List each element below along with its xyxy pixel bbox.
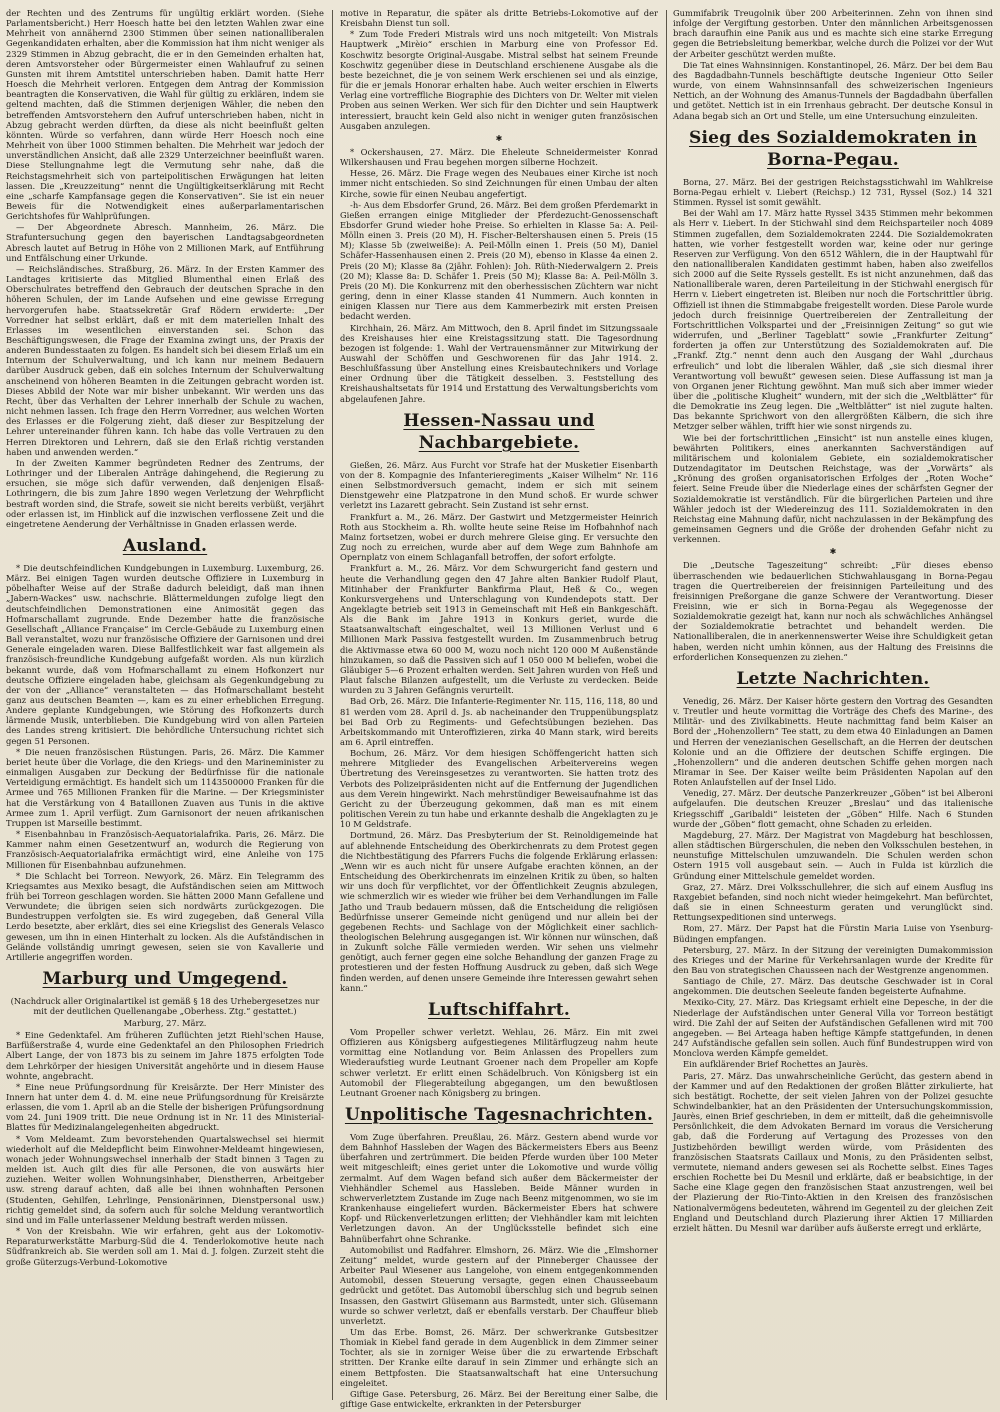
article-paragraph: Gummifabrik Treugolnik über 200 Arbeiterinnen. Zehn von ihnen sind infolge der Vergiftung gestorben. Unter den männlichen Arbeitsgenossen brach daraufhin eine Panik aus und es machte sich eine starke Erregung gegen die Betriebsleitung bemerkbar, welche durch die Polizei vor der Wut der Arbeiter geschützt werden mußte. <box>673 8 993 59</box>
article-paragraph: Vom Propeller schwer verletzt. Wehlau, 26. März. Ein mit zwei Offizieren aus Königsberg aufgestiegenes Militärflugzeug nahm heute vormittag eine Notlandung vor. Beim Anlassen des Propellers zum Wiederaufstieg wurde Leutnant Groener nach dem Propeller am Kopfe schwer verletzt. Er erlitt einen Schädelbruch. Von Königsberg ist ein Automobil der Fliegerabteilung abgegangen, um den bewußtlosen Leutnant Groener nach Königsberg zu bringen. <box>340 1026 658 1098</box>
article-paragraph: -h- Aus dem Ebsdorfer Grund, 26. März. Bei dem großen Pferdemarkt in Gießen errangen einige Mitglieder der Pferdezucht-Genossenschaft Ebsdorfer Grund wieder hohe Preise. So erhielten in Klasse 5a: A. Peil-Mölln einen 3. Preis (20 M), H. Fischer-Beltershausen einen 5. Preis (15 M); Klasse 5b (zweiweiße): A. Peil-Mölln einen 1. Preis (50 M), Daniel Schäfer-Hassenhausen einen 2. Preis (20 M), ebenso in Klasse 4a einen 2. Preis (20 M); Klasse 8a (2jähr. Fohlen): Joh. Rüth-Niederwalgern 2. Preis (20 M); Klasse 8a: D. Schäfer 1. Preis (50 M); Klasse 8a: A. Peil-Mölln 3. Preis (20 M). Die Konkurrenz mit den oberhessischen Züchtern war nicht gering, denn in einer Klasse standen 41 Nummern. Auch konnten in einigen Klassen nur Tiere aus dem Kammerbezirk mit ersten Preisen bedacht werden. <box>340 199 658 322</box>
article-paragraph: * Eisenbahnbau in Französisch-Aequatorialafrika. Paris, 26. März. Die Kammer nahm einen Gesetzentwurf an, wodurch die Regierung von Französisch-Aequatorialafrika ermächtigt wird, eine Anleihe von 175 Millionen für Eisenbahnbau aufzunehmen. <box>6 829 324 870</box>
article-paragraph: * Ockershausen, 27. März. Die Eheleute Schneidermeister Konrad Wilkershausen und Frau begehen morgen silberne Hochzeit. <box>340 146 658 168</box>
column-2 <box>340 8 658 1410</box>
section-heading: Ausland. <box>122 535 208 556</box>
article-paragraph: Venedig, 27. März. Der deutsche Panzerkreuzer „Göben“ ist bei Alberoni aufgelaufen. Die deutschen Kreuzer „Breslau“ und das italienische Kriegsschiff „Garibaldi“ leisteten der „Göben“ Hilfe. Nach 6 Stunden wurde der „Göben“ flott gemacht, ohne Schaden zu erleiden. <box>673 788 993 829</box>
section-heading: Marburg und Umgegend. <box>42 969 288 990</box>
article-paragraph: Rom, 27. März. Der Papst hat die Fürstin Maria Luise von Ysenburg-Büdingen empfangen. <box>673 923 993 944</box>
section-heading: Sieg des Sozialdemokraten in Borna-Pegau. <box>689 127 977 170</box>
article-paragraph: motive in Reparatur, die später als dritte Betriebs-Lokomotive auf der Kreisbahn Dienst tun soll. <box>340 8 658 29</box>
section-subline: (Nachdruck aller Originalartikel ist gemäß § 18 des Urhebergesetzes nur mit der deutlichen Quellenangabe „Oberhess. Ztg.“ gestattet.) <box>10 996 320 1017</box>
article-paragraph: Gießen, 26. März. Aus Furcht vor Strafe hat der Musketier Eisenbarth von der 8. Kompagnie des Infanterieregiments „Kaiser Wilhelm“ Nr. 116 einen Selbstmordversuch gemacht, indem er sich mit seinem Dienstgewehr eine Platzpatrone in den Mund schoß. Er wurde schwer verletzt ins Lazarett gebracht. Sein Zustand ist sehr ernst. <box>340 459 658 511</box>
article-paragraph: Automobilist und Radfahrer. Elmshorn, 26. März. Wie die „Elmshorner Zeitung“ meldet, wurde gestern auf der Pinneberger Chaussee der Arbeiter Paul Wiesener aus Langelohe, von einem entgegenkommenden Automobil, dessen Steuerung versagte, gegen einen Chausseebaum gedrückt und getötet. Das Automobil überschlug sich und begrub seinen Insassen, den Gastwirt Glüsemann aus Barmstedt, unter sich. Glüsemann wurde so schwer verletzt, daß er ebenfalls verstarb. Der Chauffeur blieb unverletzt. <box>340 1244 658 1326</box>
article-paragraph: — Reichsländisches. Straßburg, 26. März. In der Ersten Kammer des Landtages kritisierte das Mitglied Blumenthal einen Erlaß des Oberschulrates betreffend den Gebrauch der deutschen Sprache in den höheren Schulen, der im Lande Aufsehen und eine gewisse Erregung hervorgerufen habe. Staatssekretär Graf Rödern erwiderte: „Der Vorredner hat selbst erklärt, daß er mit dem materiellen Inhalt des Erlasses im wesentlichen einverstanden sei. Schon das Beschäftigungswesen, die Frage der Examina zwingt uns, der Praxis der anderen Bundesstaaten zu folgen. Es handelt sich bei diesem Erlaß um ein Internum der Schulverwaltung, und ich kann nur meinem Bedauern darüber Ausdruck geben, daß ein solches Internum der Schulverwaltung anscheinend von höheren Beamten in die Zeitungen gebracht worden ist. Dieses Abbild der Note war mir bisher unbekannt. Wir werden uns das Recht, über das Verhalten der Lehrer innerhalb der Schule zu wachen, nicht nehmen lassen. Ich frage den Herrn Vorredner, aus welchen Worten des Erlasses er die Folgerung zieht, daß dieser zur Bespitzelung der Lehrer untereinander führen kann. Ich habe das volle Vertrauen zu den Herren Direktoren und Lehrern, daß sie den Erlaß richtig verstanden haben und anwenden werden.“ <box>6 263 324 457</box>
article-paragraph: Bochum, 26. März. Vor dem hiesigen Schöffengericht hatten sich mehrere Mitglieder des Evangelischen Arbeitervereins wegen Übertretung des Vereinsgesetzes zu verantworten. Sie hatten trotz des Verbots des Polizeipräsidenten nicht auf die Entfernung der Jugendlichen aus dem Verein hingewirkt. Nach mehrstündiger Beweisaufnahme ist das Gericht zu der Überzeugung gekommen, daß man es mit einem politischen Verein zu tun habe und erkannte deshalb die Angeklagten zu je 10 M Geldstrafe. <box>340 748 658 830</box>
article-paragraph: — Der Abgeordnete Abresch. Mannheim, 26. März. Die Strafuntersuchung gegen den bayerischen Landtagsabgeordneten Abresch lautet auf Betrug in Höhe von 2 Millionen Mark, auf Entführung und Entfälschung einer Urkunde. <box>6 222 324 263</box>
section-heading: Luftschiffahrt. <box>428 999 570 1020</box>
article-paragraph: Petersburg, 27. März. In der Sitzung der vereinigten Dumakommission des Krieges und der Marine für Verkehrsanlagen wurde der Kredite für den Bau von strategischen Chausseen nach der Westgrenze angenommen. <box>673 944 993 975</box>
article-paragraph: Mexiko-City, 27. März. Das Kriegsamt erhielt eine Depesche, in der die Niederlage der Aufständischen unter General Villa vor Torreon bestätigt wird. Die Zahl der auf Seiten der Aufständischen Gefallenen wird mit 700 angegeben. — Bei Arteaga haben heftige Kämpfe stattgefunden, in denen 247 Aufständische gefallen sein sollen. Auch fünf Bundestruppen wird von Monclova werden Kämpfe gemeldet. <box>673 997 993 1059</box>
article-paragraph: In der Zweiten Kammer begründeten Redner des Zentrums, der Lothringer und der Liberalen Anträge dahingehend, die Regierung zu ersuchen, sie möge sich dafür verwenden, daß denjenigen Elsaß-Lothringern, die bis zum Jahre 1890 wegen Verletzung der Wehrpflicht bestraft worden sind, die Strafe, soweit sie nicht bereits verbüßt, verjährt oder erlassen ist, im Hinblick auf die inzwischen verflossene Zeit und die eingetretene Aenderung der Verhältnisse in Gnaden erlassen werde. <box>6 457 324 529</box>
section-subline: Marburg, 27. März. <box>123 1018 207 1029</box>
section-heading: Unpolitische Tagesnachrichten. <box>344 1105 654 1125</box>
article-paragraph: * Vom Meldeamt. Zum bevorstehenden Quartalswechsel sei hiermit wiederholt auf die Meldepflicht beim Einwohner-Meldeamt hingewiesen, wonach jeder Wohnungswechsel innerhalb der Stadt binnen 3 Tagen zu melden ist. Auch gilt dies für alle Personen, die von auswärts hier zuziehen. Weiter wollen Wohnungsinhaber, Dienstherren, Arbeitgeber usw. streng darauf achten, daß alle bei ihnen wohnhaften Personen (Studenten, Gehilfen, Lehrlinge, Pensionärinnen, Dienstpersonal usw.) richtig gemeldet sind, da sofern auch für solche Meldung verantwortlich sind und im Falle unterlassener Meldung bestraft werden müssen. <box>6 1133 324 1225</box>
article-paragraph: Santiago de Chile, 27. März. Das deutsche Geschwader ist in Coral angekommen. Die deutschen Seeleute fanden begeisterte Aufnahme. <box>673 976 993 997</box>
article-paragraph: Frankfurt a. M., 26. März. Vor dem Schwurgericht fand gestern und heute die Verhandlung gegen den 47 Jahre alten Bankier Rudolf Plaut, Mitinhaber der Frankfurter Bankfirma Plaut, Heß & Co., wegen Konkursvergehens und Unterschlagung von Kundendepots statt. Der Angeklagte betrieb seit 1913 in Gemeinschaft mit Heß ein Bankgeschäft. Als die Bank im Jahre 1913 in Konkurs geriet, wurde die Staatsanwaltschaft eingeschaltet, weil 13 Millionen Verlust und 6 Millionen Mark Passiva festgestellt wurden. Im Zusammenbruch betrug die Aktivmasse etwa 60 000 M, wozu noch nicht 120 000 M Außenstände hinzukamen, so daß die Passiven sich auf 1 050 000 M beliefen, wobei die Gläubiger 5—6 Prozent erhalten werden. Seit Jahren wurden von Heß und Plaut falsche Bilanzen aufgestellt, um die Verluste zu verdecken. Beide wurden zu 3 Jahren Gefängnis verurteilt. <box>340 563 658 696</box>
article-paragraph: Bad Orb, 26. März. Die Infanterie-Regimenter Nr. 115, 116, 118, 80 und 81 werden vom 28. April d. Js. ab nacheinander den Truppenübungsplatz bei Bad Orb zu Regiments- und Gefechtsübungen beziehen. Das Arbeitskommando mit Unteroffizieren, zirka 40 Mann stark, wird bereits am 6. April eintreffen. <box>340 696 658 747</box>
article-paragraph: Giftige Gase. Petersburg, 26. März. Bei der Bereitung einer Salbe, die giftige Gase entwickelte, erkrankten in der Petersburger <box>340 1388 658 1410</box>
article-paragraph: * Die deutschfeindlichen Kundgebungen in Luxemburg. Luxemburg, 26. März. Bei einigen Tagen wurden deutsche Offiziere in Luxemburg in pöbelhafter Weise auf der Straße dadurch beleidigt, daß man ihnen „Jabern-Wackes“ usw. nachschrie. Blättermeldungen zufolge liegt den deutschfeindlichen Demonstrationen eine Animosität gegen das Hofmarschallamt zugrunde. Ende Dezember hatte die französische Gesellschaft „Alliance Française“ im Cercle-Gebäude zu Luxemburg einen Ball veranstaltet, wozu nur französische Offiziere der Garnisonen und drei Generale eingeladen waren. Diese Ballfestlichkeit war fast allgemein als französisch-freundliche Kundgebung aufgefaßt worden. Als nun kürzlich bekannt wurde, daß vom Hofmarschallamt zu einem Hofkonzert nur deutsche Offiziere eingeladen habe, gleichsam als Gegenkundgebung zu der von der „Alliance“ veranstalteten — das Hofmarschallamt besteht ganz aus deutschen Beamten —, kam es zu einer erheblichen Erregung. Andere geplante Kundgebungen, wie Störung des Hofkonzerts durch lärmende Musik, unterblieben. Die Kundgebung wird von allen Parteien des Landes streng kritisiert. Die behördliche Untersuchung richtet sich gegen 51 Personen. <box>6 562 324 746</box>
article-paragraph: * Eine neue Prüfungsordnung für Kreisärzte. Der Herr Minister des Innern hat unter dem 4. d. M. eine neue Prüfungsordnung für Kreisärzte erlassen, die vom 1. April ab an die Stelle der bisherigen Prüfungsordnung vom 24. Juni 1909 tritt. Die neue Ordnung ist in Nr. 11 des Ministerial-Blattes für Medizinalangelegenheiten abgedruckt. <box>6 1081 324 1133</box>
article-paragraph: * Die Schlacht bei Torreon. Newyork, 26. März. Ein Telegramm des Kriegsamtes aus Mexiko besagt, die Aufständischen seien am Mittwoch früh bei Torreon geschlagen worden. Sie hätten 2000 Mann Gefallene und Verwundete; die übrigen seien sich nordwärts zurückgezogen. Die Bundestruppen verfolgten sie. Es wird zugegeben, daß General Villa Lerdo besetzte, aber erklärt, dies sei eine Kriegslist des Generals Velasco gewesen, um ihn in einen Hinterhalt zu locken. Als die Aufständischen in Gelände vollständig umringt gewesen, seien sie von Kavallerie und Artillerie angegriffen worden. <box>6 870 324 962</box>
article-paragraph: Vom Zuge überfahren. Preußlau, 26. März. Gestern abend wurde vor dem Bahnhof Hassleben der Wagen des Bäckermeisters Ebers aus Beenz überfahren und zertrümmert. Die beiden Pferde wurden über 100 Meter weit mitgeschleift; eines geriet unter die Lokomotive und wurde völlig zermalmt. Auf dem Wagen befand sich außer dem Bäckermeister der Viehhändler Schemel aus Hassleben. Beide Männer wurden in schwerverletztem Zustande im Zuge nach Beenz mitgenommen, wo sie im Krankenhause eingeliefert wurden. Bäckermeister Ebers hat schwere Kopf- und Rückenverletzungen erlitten; der Viehhändler kam mit leichten Verletzungen davon. An der Unglücksstelle befindet sich eine Bahnüberfahrt ohne Schranke. <box>340 1132 658 1244</box>
article-paragraph: * Die neuen französischen Rüstungen. Paris, 26. März. Die Kammer beriet heute über die Vorlage, die den Kriegs- und den Marineminister zu einmaligen Ausgaben zur Deckung der Bedürfnisse für die nationale Verteidigung ermächtigt. Es handelt sich um 1143500000 Franken für die Armee und 765 Millionen Franken für die Marine. — Der Kriegsminister hat die Verstärkung von 4 Bataillonen Zuaven aus Tunis in die aktive Armee zum 1. April verfügt. Zum Garnisonort der neuen afrikanischen Truppen ist Marseille bestimmt. <box>6 746 324 828</box>
article-paragraph: Magdeburg, 27. März. Der Magistrat von Magdeburg hat beschlossen, allen städtischen Bürgerschulen, die neben den Volksschulen bestehen, in neunstufige Mittelschulen umzuwandeln. Die Schulen werden schon Ostern 1915 voll ausgebaut sein. — Auch in Fulda ist kürzlich die Gründung einer Mittelschule gemeldet worden. <box>673 829 993 881</box>
article-paragraph: Dortmund, 26. März. Das Presbyterium der St. Reinoldigemeinde hat auf ablehnende Entscheidung des Oberkirchenrats zu dem Protest gegen die Nichtbestätigung des Pfarrers Fuchs die folgende Erklärung erlassen: „Wenn wir es auch nicht für unsere Aufgabe erachten können, an der Entscheidung des Oberkirchenrats im einzelnen Kritik zu üben, so halten wir uns doch für verpflichtet, vor der Öffentlichkeit Zeugnis abzulegen, wie schmerzlich wir es wieder wie früher bei dem Verhandlungen im Falle Jatho und Traub bedauern müssen, daß die Entscheidung die religiösen Bedürfnisse unserer Gemeinde nicht genügend und nur allein bei der gegebenen Rechts- und Sachlage von der Möglichkeit einer sachlich-theologischen Belehrung ausgegangen ist. Wir können nur wünschen, daß in Zukunft solche Fälle vermieden werden. Wir sehen uns vielmehr genötigt, auch ferner gegen eine solche Behandlung der ganzen Frage zu protestieren und der festen Hoffnung Ausdruck zu geben, daß sich Wege finden werden, auf denen unsere Gemeinde ihre Interessen gewahrt sehen kann.“ <box>340 830 658 993</box>
article-paragraph: Wie bei der fortschrittlichen „Einsicht“ ist nun anstelle eines klugen, bewährten Politikers, eines anerkannten Sachverständigen auf militärischem und kolonialem Gebiete, ein sozialdemokratischer Dutzendagitator im Deutschen Reichstage, was der „Vorwärts“ als „Krönung des großen organisatorischen Erfolges der „Roten Woche“ feiert. Seine Freude über die Niederlage eines der schärfsten Gegner der Sozialdemokratie ist verständlich. Für die bürgerlichen Parteien und ihre Wähler jedoch ist der Wiedereinzug des 111. Sozialdemokraten in den Reichstag eine Mahnung dafür, nicht nachzulassen in der Bekämpfung des gemeinsamen Gegners und die Größe der drohenden Gefahr nicht zu verkennen. <box>673 432 993 545</box>
article-paragraph: * Eine Gedenktafel. Am früheren Zuflüchten jetzt Riehl'schen Hause, Barfüßerstraße 4, wurde eine Gedenktafel an den Philosophen Friedrich Albert Lange, der von 1873 bis zu seinem im Jahre 1875 erfolgten Tode dem Lehrkörper der hiesigen Universität angehörte und in diesem Hause wohnte, angebracht. <box>6 1030 324 1081</box>
section-heading: Hessen-Nassau und Nachbargebiete. <box>403 410 595 453</box>
section-heading: Letzte Nachrichten. <box>736 668 930 689</box>
column-3 <box>673 8 993 1403</box>
article-paragraph: Die „Deutsche Tageszeitung“ schreibt: „Für dieses ebenso überraschenden wie bedauerlichen Stichwahlausgang in Borna-Pegau tragen die Quertreibereien der freisinnigen Parteileitung und des freisinnigen Preßorgane die ganze Schwere der Verantwortung. Dieser Freisinn, wie er sich in Borna-Pegau als Wegegenosse der Sozialdemokratie gezeigt hat, kann nur noch als schwächliches Anhängsel der Sozialdemokratie betrachtet und behandelt werden. Die Nationalliberalen, die in anerkennenswerter Weise ihre Schuldigkeit getan haben, werden nicht umhin können, aus der Haltung des Freisinns die erforderlichen Konsequenzen zu ziehen.“ <box>673 560 993 662</box>
separator-star: ✱ <box>829 547 837 557</box>
article-paragraph: Um das Erbe. Bomst, 26. März. Der schwerkranke Gutsbesitzer Thomiak in Kiebel fand gerade in dem Augenblick in dem Zimmer seiner Tochter, als sie in zorniger Weise über die zu erwartende Erbschaft stritten. Der Kranke eilte darauf in sein Zimmer und erhängte sich an einem Bettpfosten. Die Staatsanwaltschaft hat eine Untersuchung eingeleitet. <box>340 1326 658 1388</box>
article-paragraph: Paris, 27. März. Das unwahrscheinliche Gerücht, das gestern abend in der Kammer und auf den Redaktionen der großen Blätter zirkulierte, hat sich bestätigt. Rochette, der seit vielen Jahren von der Polizei gesuchte Schwindelbankier, hat an den Präsidenten der Untersuchungskommission, Jaurès, einen Brief geschrieben, in dem er mitteilt, daß die geheimnisvolle Persönlichkeit, die dem Advokaten Bernard im voraus die Versicherung gab, daß die Forderung auf Vertagung des Prozesses von den Justizbehörden bewilligt werden würde, vom Präsidenten des französischen Staatsrats Caillaux und Monis, zu den Präsidenten selbst, vermutete, niemand anders gewesen sei als Rochette selbst. Eines Tages erschien Rochette bei Du Mesnil und erklärte, daß er beabsichtige, in der Sache eine Klage gegen den französischen Staat anzustrengen, weil bei der Plazierung der Rio-Tinto-Aktien in den Kreisen des französischen Nationalvermögens bedeuteten, während im Gegenteil zu der gleichen Zeit England und Deutschland durch Plazierung ihrer Aktien 17 Milliarden erzielt hätten. Du Mesnil war darüber aufs äußerste erregt und erklärte, <box>673 1070 993 1233</box>
article-paragraph: Bei der Wahl am 17. März hatte Ryssel 3435 Stimmen mehr bekommen als Herr v. Liebert. In der Stichwahl sind dem Reichsparteiler noch 4089 Stimmen zugefallen, dem Sozialdemokraten 2244. Die Sozialdemokraten hatten, wie vorher festgestellt worden war, keine oder nur geringe Reserven zur Verfügung. Von den 6512 Wählern, die in der Hauptwahl für den nationalliberalen Kandidaten gestimmt haben, haben also zweifellos sich 2000 auf die Seite Ryssels gestellt. Es ist nicht anzunehmen, daß das Nationalliberale waren, deren Parteileitung in der Stichwahl energisch für Herrn v. Liebert eingetreten ist. Bleiben nur noch die Fortschrittler übrig. Offiziell ist ihnen die Stimmabgabe freigestellt worden. Diese Parole wurde jedoch durch freisinnige Quertreibereien der Zentralleitung der Fortschrittlichen Volkspartei und der „Freisinnigen Zeitung“ so gut wie widerrufen, und „Berliner Tageblatt“ sowie „Frankfurter Zeitung“ forderten ja offen zur Unterstützung des Sozialdemokraten auf. Die „Frankf. Ztg.“ nennt denn auch den Ausgang der Wahl „durchaus erfreulich“ und lobt die liberalen Wähler, daß „sie sich diesmal ihrer Verantwortung voll bewußt“ gewesen seien. Diese Auffassung ist man ja von Organen jener Richtung gewöhnt. Man muß sich aber immer wieder über die „politische Klugheit“ wundern, mit der sich die „Weltblätter“ für die Demokratie ins Zeug legen. Die „Weltblätter“ ist niel zugute halten. Das bekannte Sprichwort von den allergrößten Kälbern, die sich ihre Metzger selber wählen, trifft hier wie sonst nirgends zu. <box>673 208 993 432</box>
article-paragraph: * Von der Kreisbahn. Wie wir erfahren, geht aus der Lokomotiv-Reparaturwerkstätte Marburg-Süd die 4. Tenderlokomotive heute nach Südfrankreich ab. Sie werden soll am 1. Mai d. J. folgen. Zurzeit steht die große Güterzugs-Verbund-Lokomotive <box>6 1226 324 1267</box>
column-rule <box>666 10 667 1400</box>
column-1 <box>6 8 324 1403</box>
article-paragraph: Frankfurt a. M., 26. März. Der Gastwirt und Metzgermeister Heinrich Roth aus Stockheim a. Rh. wollte heute seine Reise im Hofbahnhof nach Mainz fortsetzen, wobei er durch mehrere Gleise ging. Er versuchte den Zug noch zu erreichen, wurde aber auf dem Wege zum Bahnhofe am Opernplatz von einem Schlaganfall betroffen, der sofort erfolgte. <box>340 511 658 563</box>
column-rule <box>332 10 333 1400</box>
article-paragraph: Die Tat eines Wahnsinnigen. Konstantinopel, 26. März. Der bei dem Bau des Bagdadbahn-Tunnels beschäftigte deutsche Ingenieur Otto Seiler wurde, von einem Wahnsinnsanfall des schweizerischen Ingenieurs Nettich, an der Wohnung des Amanus-Tunnels der Bagdadbahn überfallen und getötet. Nettich ist in ein Irrenhaus gebracht. Der deutsche Konsul in Adana begab sich an Ort und Stelle, um eine Untersuchung einzuleiten. <box>673 59 993 121</box>
separator-star: ✱ <box>495 133 503 143</box>
article-paragraph: Borna, 27. März. Bei der gestrigen Reichstagsstichwahl im Wahlkreise Borna-Pegau erhielt v. Liebert (Reichsp.) 12 731, Ryssel (Soz.) 14 321 Stimmen. Ryssel ist somit gewählt. <box>673 176 993 208</box>
article-paragraph: Venedig, 26. März. Der Kaiser hörte gestern den Vortrag des Gesandten v. Treutler und heute vormittag die Vorträge des Chefs des Marine-, des Militär- und des Zivilkabinetts. Heute nachmittag fand beim Kaiser an Bord der „Hohenzollern“ Tee statt, zu dem etwa 40 Einladungen an Damen und Herren der venezianischen Gesellschaft, an die Herren der deutschen Kolonie und an die Offiziere der deutschen Schiffe ergingen. Die „Hohenzollern“ und die anderen deutschen Schiffe gehen morgen nach Miramar in See. Der Kaiser weilte beim Präsidenten Napolan auf den Roten Anlaufstellen auf der Insel Lido. <box>673 695 993 788</box>
article-paragraph: Hesse, 26. März. Die Frage wegen des Neubaues einer Kirche ist noch immer nicht entschieden. So sind Zeichnungen für einen Umbau der alten Kirche, sowie für einen Neubau angefertigt. <box>340 168 658 199</box>
article-paragraph: Ein aufklärender Brief Rochettes an Jaurès. <box>683 1059 869 1070</box>
article-paragraph: Kirchhain, 26. März. Am Mittwoch, den 8. April findet im Sitzungssaale des Kreishauses hier eine Kreistagssitzung statt. Die Tagesordnung bezogen ist folgende: 1. Wahl der Vertrauensmänner zur Mitwirkung der Auswahl der Schöffen und Geschworenen für das Jahr 1914. 2. Beschlußfassung über Anstellung eines Kreisbautechnikers und Vorlage einer Ordnung über die Tätigkeit desselben. 3. Feststellung des Kreishaushaltsetats für 1914 und Erstattung des Verwaltungsberichts vom abgelaufenen Jahre. <box>340 322 658 404</box>
article-paragraph: Graz, 27. März. Drei Volksschullehrer, die sich auf einem Ausflug ins Raxgebiet befanden, sind noch nicht wieder heimgekehrt. Man befürchtet, daß sie in einen Schneesturm geraten und verunglückt sind. Rettungsexpeditionen sind unterwegs. <box>673 881 993 923</box>
article-paragraph: * Zum Tode Frederi Mistrals wird uns noch mitgeteilt: Von Mistrals Hauptwerk „Mirèio“ erschien in Marburg eine von Professor Ed. Koschwitz besorgte Original-Ausgabe. Mistral selbst hat seinem Freunde Koschwitz gegenüber diese in Deutschland erschienene Ausgabe als die beste bezeichnet, die je von seinem Werk erschienen sei und als einzige, für die er jemals Honorar erhalten habe. Auch weiter erschien in Elwerts Verlag eine vortreffliche Biographie des Dichters von Dr. Welter mit vielen Proben aus seinen Werken. Wer sich für den Dichter und sein Hauptwerk interessiert, braucht kein Geld also nicht in weniger guten französischen Ausgaben anzulegen. <box>340 29 658 131</box>
article-paragraph: der Rechten und des Zentrums für ungültig erklärt worden. (Siehe Parlamentsbericht.) Herr Hoesch hatte bei den letzten Wahlen zwar eine Mehrheit von annähernd 2300 Stimmen über seinen nationalliberalen Gegenkandidaten erhalten, aber die Kommission hat ihm nicht weniger als 2329 Stimmen in Abzug gebracht, die er in den Gemeinden erhalten hat, deren Amtsvorsteher oder Bürgermeister einen Wahlaufruf zu seinen Gunsten mit ihrem Amtstitel unterschrieben haben. Damit hatte Herr Hoesch die Mehrheit verloren. Entgegen dem Antrag der Kommission beantragten die Konservativen, die Wahl für gültig zu erklären, indem sie geltend machten, daß die Stimmen derjenigen Wähler, die neben den betreffenden Amtsvorstehern den Aufruf unterschrieben haben, nicht in Abzug gebracht werden dürften, da diese als nicht beeinflußt gelten könnten. Würde so verfahren, dann würde Herr Hoesch noch eine Mehrheit von über 1000 Stimmen behalten. Die Mehrheit war jedoch der unverständlichen Ansicht, daß alle 2329 Unterzeichner beeinflußt waren. Diese Stellungnahme legt die Vermutung sehr nahe, daß die Reichstagsmehrheit sich von parteipolitischen Erwägungen hat leiten lassen. Die „Kreuzzeitung“ nennt die Ungültigkeitserklärung mit Recht eine „scharfe Kampfansage gegen die Konservativen“. Sie ist ein neuer Beweis für die Notwendigkeit eines außerparlamentarischen Gerichtshofes für Wahlprüfungen. <box>6 8 324 222</box>
